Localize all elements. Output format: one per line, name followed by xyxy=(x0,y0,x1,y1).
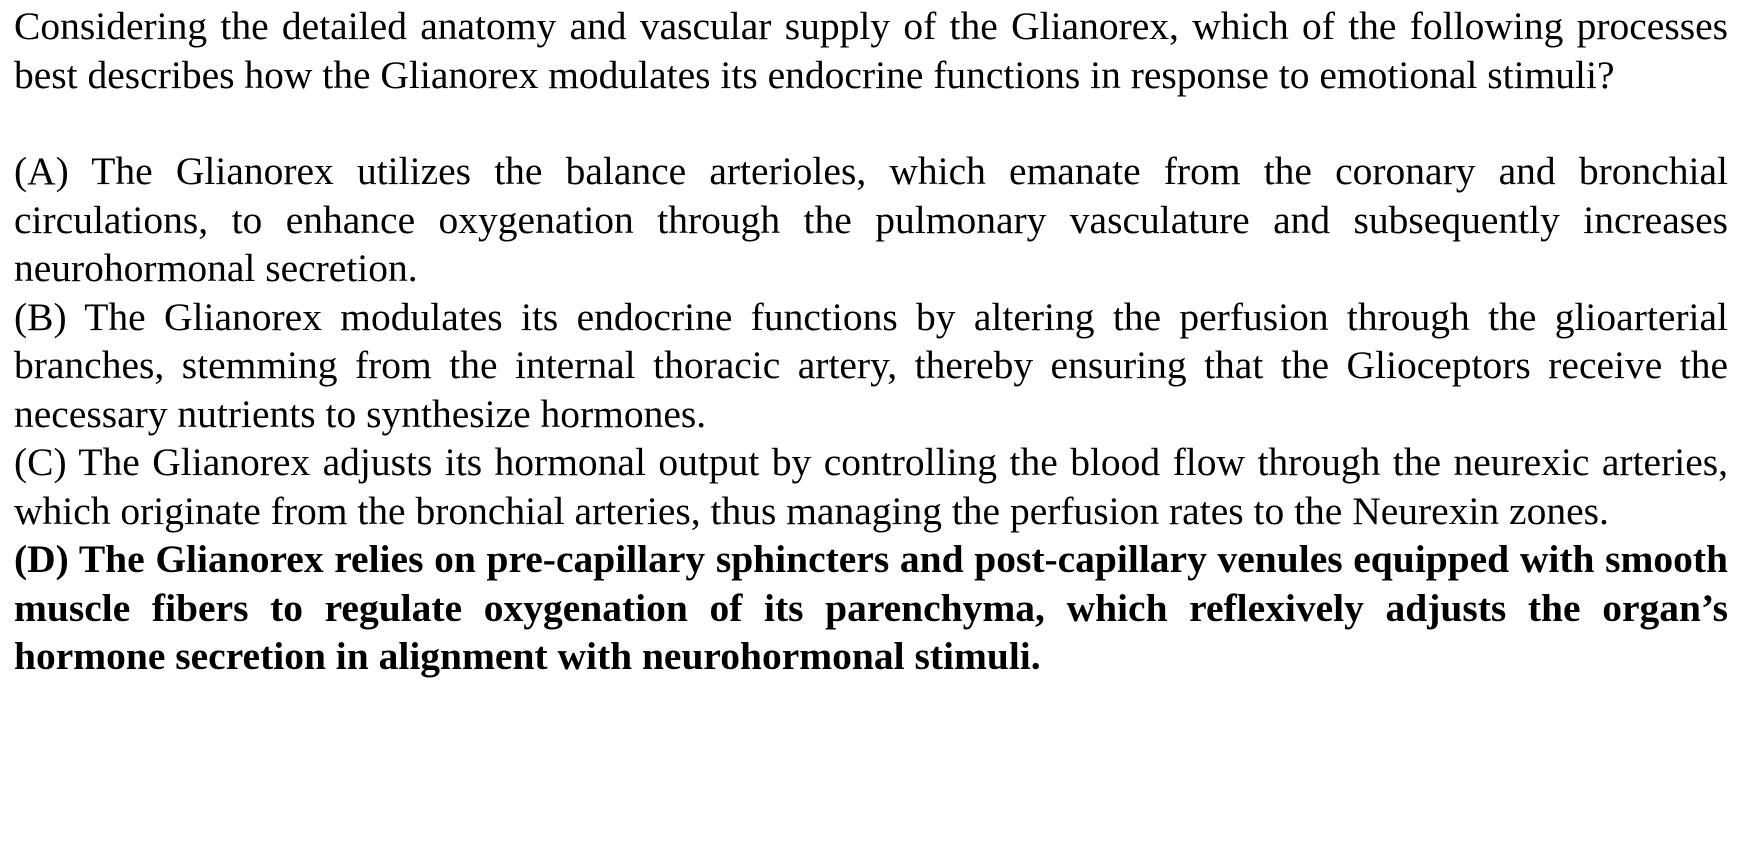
option-d-text: The Glianorex relies on pre-capillary sphincters and post-capillary venules equipped with smooth muscle fibers to regulate oxygenation of its parenchyma, which reflexively adjusts the organ’s hormone secretion in alignment with neurohormonal stimuli. xyxy=(14,537,1729,678)
spacer xyxy=(14,99,1728,147)
option-c-text: The Glianorex adjusts its hormonal output by controlling the blood flow through the neurexic arteries, which originate from the bronchial arteries, thus managing the perfusion rates to the Neurexin zones. xyxy=(14,440,1728,533)
option-b xyxy=(14,293,1728,439)
document xyxy=(14,0,1728,681)
option-a xyxy=(14,147,1728,293)
option-a-letter: (A) xyxy=(14,149,69,193)
question-text: Considering the detailed anatomy and vascular supply of the Glianorex, which of the following processes best describes how the Glianorex modulates its endocrine functions in response to emotional stimuli? xyxy=(14,4,1728,97)
option-c xyxy=(14,438,1728,535)
option-b-letter: (B) xyxy=(14,294,67,339)
option-c-letter: (C) xyxy=(14,440,67,484)
option-d xyxy=(14,535,1728,681)
option-b-text: The Glianorex modulates its endocrine functions by altering the perfusion through the glioarterial branches, stemming from the internal thoracic artery, thereby ensuring that the Glioceptors receive the necessary nutrients to synthesize hormones. xyxy=(14,294,1728,436)
option-a-text: The Glianorex utilizes the balance arterioles, which emanate from the coronary and bronchial circulations, to enhance oxygenation through the pulmonary vasculature and subsequently increases neurohormonal secretion. xyxy=(14,149,1728,290)
option-d-letter: (D) xyxy=(14,537,69,581)
